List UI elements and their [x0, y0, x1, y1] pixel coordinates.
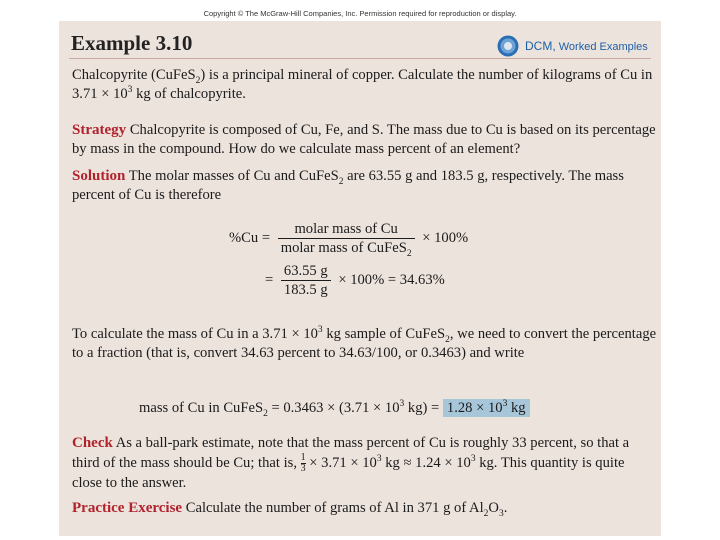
practice-exercise: Practice Exercise Calculate the number of grams of Al in 371 g of $Al_2O_3$.	[72, 500, 508, 519]
example-title: Example 3.10	[71, 31, 193, 55]
worked-examples-badge[interactable]	[497, 35, 648, 57]
solution-section: Solution The molar masses of Cu and CuFeS$_2$ are 63.55 g and 183.5 g, respectively. The mass percent of Cu is therefore	[72, 168, 624, 203]
strategy-section	[72, 121, 657, 159]
copyright-notice: Copyright © The McGraw-Hill Companies, Inc. Permission required for reproduction or display.	[203, 9, 517, 18]
mass-percent-result: = $\frac{63.55 g}{183.5 g}$ × 100% = 34.63%	[265, 263, 445, 298]
problem-statement: Chalcopyrite (CuFeS$_2$) is a principal mineral of copper. Calculate the number of kilograms of Cu in $3.71 \times 10^3$ kg of chalcopyrite.	[72, 67, 653, 102]
numeric-fraction: $\frac{63.55 g}{183.5 g}$	[281, 262, 331, 299]
one-third-fraction: $\frac{1}{3}$	[300, 452, 306, 474]
title-divider	[69, 58, 651, 59]
final-answer: $1.28 \times 10^3$ kg	[443, 399, 530, 417]
mass-percent-equation: %Cu = $\frac{\text{molar mass of Cu}}{molar mass of CuFeS_2}$ × 100%	[229, 221, 469, 259]
example-panel	[59, 21, 661, 536]
mass-of-cu-equation: mass of Cu in CuFeS$_2$ = $0.3463 \times (3.71 \times 10^3$ $kg) = 1.28 \times 10^3$ kg	[139, 399, 530, 417]
cd-disc-icon	[497, 35, 519, 57]
badge-label: DCM, Worked Examples	[525, 39, 648, 53]
strategy-heading: Strategy	[72, 122, 127, 138]
solution-heading: Solution	[72, 168, 126, 184]
check-heading: Check	[72, 435, 113, 451]
practice-heading: Practice Exercise	[72, 500, 183, 516]
conversion-paragraph: To calculate the mass of Cu in a $3.71 \times 10^3$ kg sample of CuFeS$_2$, we need to convert the percentage to a fraction (that is, convert 34.63 percent to 34.63/100, or 0.3463) and write	[72, 325, 657, 361]
strategy-text: Chalcopyrite is composed of Cu, Fe, and S. The mass due to Cu is based on its percentage by mass in the compound. How do we calculate mass percent of an element?	[72, 122, 656, 157]
check-section: Check As a ball-park estimate, note that the mass percent of Cu is roughly 33 percent, so that a third of the mass should be Cu; that is, $\frac{1}{3}$ × $3.71 \times 10^3$ kg ≈ $1.24 \times 10^3$ kg. This quantity is quite close to the answer.	[72, 435, 630, 491]
molar-mass-fraction: $\frac{\text{molar mass of Cu}}{molar mass of CuFeS_2}$	[278, 220, 415, 257]
